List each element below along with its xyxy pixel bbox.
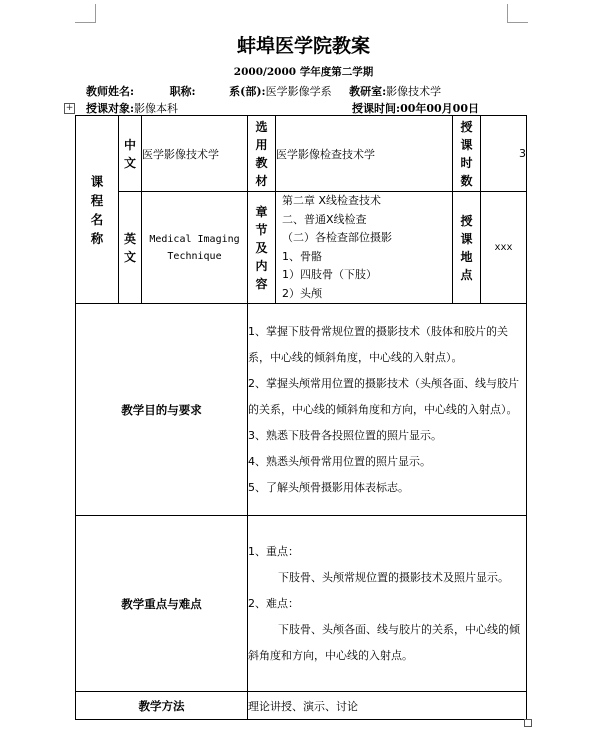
audience-label: 授课对象: bbox=[86, 102, 135, 115]
method-value: 理论讲授、演示、讨论 bbox=[248, 692, 527, 720]
audience-info bbox=[86, 100, 178, 116]
textbook-label: 选用教材 bbox=[255, 119, 268, 188]
place-label: 授课地点 bbox=[460, 213, 473, 282]
course-name-label: 课程名称 bbox=[90, 173, 104, 246]
en-label-cell bbox=[119, 192, 142, 304]
goals-label: 教学目的与要求 bbox=[76, 304, 248, 516]
en-course-name-line1: Medical Imaging bbox=[149, 233, 240, 245]
audience-value: 影像本科 bbox=[134, 102, 179, 115]
method-label: 教学方法 bbox=[76, 692, 248, 720]
goal-item: 2、掌握头颅常用位置的摄影技术（头颅各面、线与胶片的关系，中心线的倾斜角度和方向，中心线的入射点）。 bbox=[248, 376, 519, 416]
cn-label-cell bbox=[119, 116, 142, 192]
chapter-line: 二、普通X线检查 bbox=[282, 212, 367, 226]
keypoints-label: 教学重点与难点 bbox=[76, 516, 248, 692]
table-move-handle-icon[interactable]: + bbox=[65, 103, 74, 113]
chapter-line: 2）头颅 bbox=[282, 286, 322, 300]
rank-label: 职称: bbox=[169, 85, 196, 98]
goal-item: 3、熟悉下肢骨各投照位置的照片显示。 bbox=[248, 428, 442, 442]
cn-course-name: 医学影像技术学 bbox=[142, 116, 248, 192]
goal-item: 5、了解头颅骨摄影用体表标志。 bbox=[248, 480, 409, 494]
chapter-line: 1）四肢骨（下肢） bbox=[282, 268, 377, 281]
chapter-label: 章节及内容 bbox=[255, 204, 268, 291]
teacher-label: 教师姓名: bbox=[86, 85, 135, 98]
diff-title: 2、难点： bbox=[248, 596, 299, 610]
teacher-info-row bbox=[86, 83, 441, 99]
chapter-line: 1、骨骼 bbox=[282, 249, 322, 263]
keypoints-content bbox=[248, 516, 527, 692]
chapter-line: （二）各检查部位摄影 bbox=[282, 231, 392, 244]
office-value: 影像技术学 bbox=[386, 85, 442, 98]
dept-label: 系(部): bbox=[229, 85, 266, 98]
diff-text: 下肢骨、头颅各面、线与胶片的关系，中心线的倾斜角度和方向，中心线的入射点。 bbox=[248, 622, 520, 662]
place-value: xxx bbox=[481, 192, 527, 304]
dept-value: 医学影像学系 bbox=[265, 85, 332, 98]
page-corner-mark-right bbox=[507, 4, 528, 23]
key-title: 1、重点： bbox=[248, 544, 299, 558]
table-resize-handle-icon[interactable] bbox=[524, 719, 532, 727]
page-corner-mark-left bbox=[75, 4, 96, 23]
place-label-cell bbox=[453, 192, 481, 304]
page-title: 蚌埠医学院教案 bbox=[236, 35, 370, 57]
goals-content bbox=[248, 304, 527, 516]
en-label: 英文 bbox=[123, 231, 136, 264]
course-name-label-cell bbox=[76, 116, 119, 304]
office-label: 教研室: bbox=[349, 85, 387, 98]
goal-item: 4、熟悉头颅骨常用位置的照片显示。 bbox=[248, 454, 431, 468]
hours-value: 3 bbox=[481, 116, 527, 192]
hours-label-cell bbox=[453, 116, 481, 192]
en-course-name-line2: Technique bbox=[167, 250, 222, 262]
lesson-plan-table bbox=[75, 115, 527, 720]
time-label: 授课时间: bbox=[352, 102, 401, 115]
chapter-content bbox=[276, 192, 453, 304]
textbook-label-cell bbox=[248, 116, 276, 192]
textbook-value: 医学影像检查技术学 bbox=[276, 116, 453, 192]
chapter-label-cell bbox=[248, 192, 276, 304]
semester-subtitle: 2000/2000 学年度第二学期 bbox=[233, 66, 374, 78]
cn-label: 中文 bbox=[123, 137, 136, 170]
en-course-name-cell bbox=[142, 192, 248, 304]
key-text: 下肢骨、头颅常规位置的摄影技术及照片显示。 bbox=[278, 570, 509, 584]
time-value: 00年00月00日 bbox=[400, 102, 479, 115]
chapter-line: 第二章 X线检查技术 bbox=[282, 194, 382, 207]
goal-item: 1、掌握下肢骨常规位置的摄影技术（肢体和胶片的关系，中心线的倾斜角度，中心线的入射点）。 bbox=[248, 324, 508, 364]
hours-label: 授课时数 bbox=[460, 119, 473, 188]
time-info bbox=[352, 100, 479, 116]
